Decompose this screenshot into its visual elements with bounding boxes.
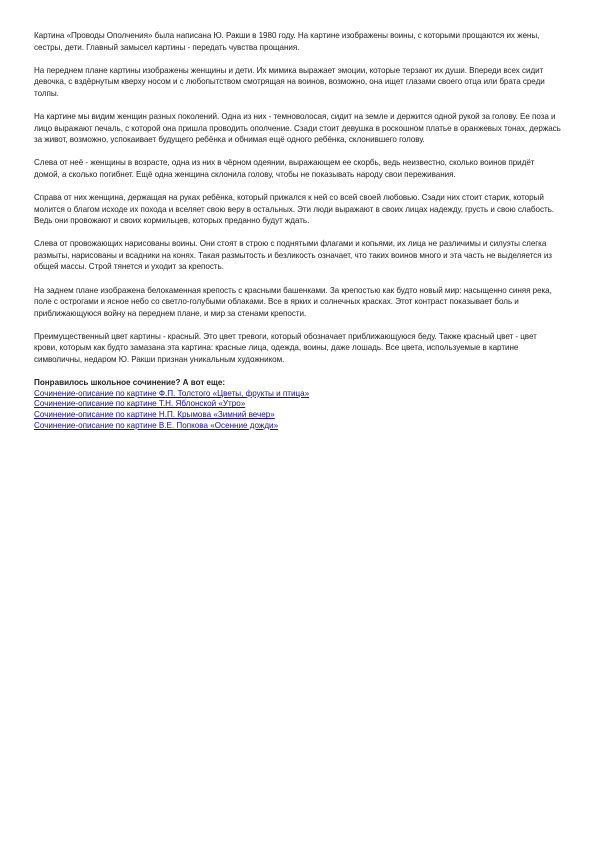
paragraph-4: Слева от неё - женщины в возрасте, одна из них в чёрном одеянии, выражающем ее скорбь, ведь неизвестно, сколько воинов придёт домой, а сколько погибнет. Ещё одна женщина склонила голову, чтобы не показывать народу свои переживания. [34, 158, 535, 179]
paragraph-2: На переднем плане картины изображены женщины и дети. Их мимика выражает эмоции, которые терзают их души. Впереди всех сидит девочка, с вздёрнутым кверху носом и с любопытством смотрящая на воинов, возможно, она ищет глазами своего отца или брата среди толпы. [34, 65, 545, 98]
related-link-yablonskaya[interactable]: Сочинение-описание по картине Т.Н. Яблонской «Утро» [34, 399, 246, 409]
paragraph-7: На заднем плане изображена белокаменная крепость с красными башенками. За крепостью как будто новый мир: насыщенно синяя река, поле с острогами и ясное небо со светло-голубыми облаками. Все в ярких и солнечных красках. Этот контраст показывает боль и приближающуюся войну на переднем плане, и мир за стенами крепости. [34, 285, 552, 318]
list-item [34, 421, 561, 432]
related-link-krymov[interactable]: Сочинение-описание по картине Н.П. Крымова «Зимний вечер» [34, 410, 275, 420]
more-essays-section [34, 377, 561, 432]
paragraph-1: Картина «Проводы Ополчения» была написана Ю. Ракши в 1980 году. На картине изображены воины, с которыми прощаются их жены, сестры, дети. Главный замысел картины - передать чувства прощания. [34, 31, 540, 52]
related-links-list [34, 389, 561, 432]
paragraph-3: На картине мы видим женщин разных поколений. Одна из них - темноволосая, сидит на земле и держится одной рукой за голову. Ее поза и лицо выражают печаль, с которой она пришла проводить ополчение. Сзади стоит девушка в роскошном платье в оранжевых тонах, держась за живот, возможно, успокаивает будущего ребёнка и обнимая ещё одного ребёнка, склонившего голову. [34, 111, 561, 145]
list-item [34, 399, 561, 410]
list-item [34, 389, 561, 400]
paragraph-8: Преимущественный цвет картины - красный. Это цвет тревоги, который обозначает приближающуюся беду. Также красный цвет - цвет крови, которым как будто замазана эта картина: красные лица, одежда, воины, даже лошадь. Все цвета, используемые в картине символичны, недаром Ю. Ракши признан уникальным художником. [34, 331, 537, 364]
paragraph-5: Справа от них женщина, держащая на руках ребёнка, который прижался к ней со всей своей любовью. Сзади них стоит старик, который молится о благом исходе их похода и вселяет свою веру в остальных. Эти люди выражают в своих лицах надежду, грусть и свою слабость. Ведь они провожают и своих кормильцев, которых преданно будут ждать. [34, 192, 554, 226]
more-essays-heading: Понравилось школьное сочинение? А вот еще: [34, 378, 226, 388]
document-page [34, 30, 561, 432]
list-item [34, 410, 561, 421]
related-link-tolstoy[interactable]: Сочинение-описание по картине Ф.П. Толстого «Цветы, фрукты и птица» [34, 388, 310, 398]
related-link-popkov[interactable]: Сочинение-описание по картине В.Е. Попкова «Осенние дожди» [34, 421, 279, 431]
article-body [34, 30, 561, 366]
paragraph-6: Слева от провожающих нарисованы воины. Они стоят в строю с поднятыми флагами и копьями, их лица не различимы и силуэты слегка размыты, нарисованы и всадники на конях. Такая размытость и безликость означает, что таких воинов много и эта часть не выделяется из общей массы. Строй тянется и уходит за крепость. [34, 239, 552, 272]
